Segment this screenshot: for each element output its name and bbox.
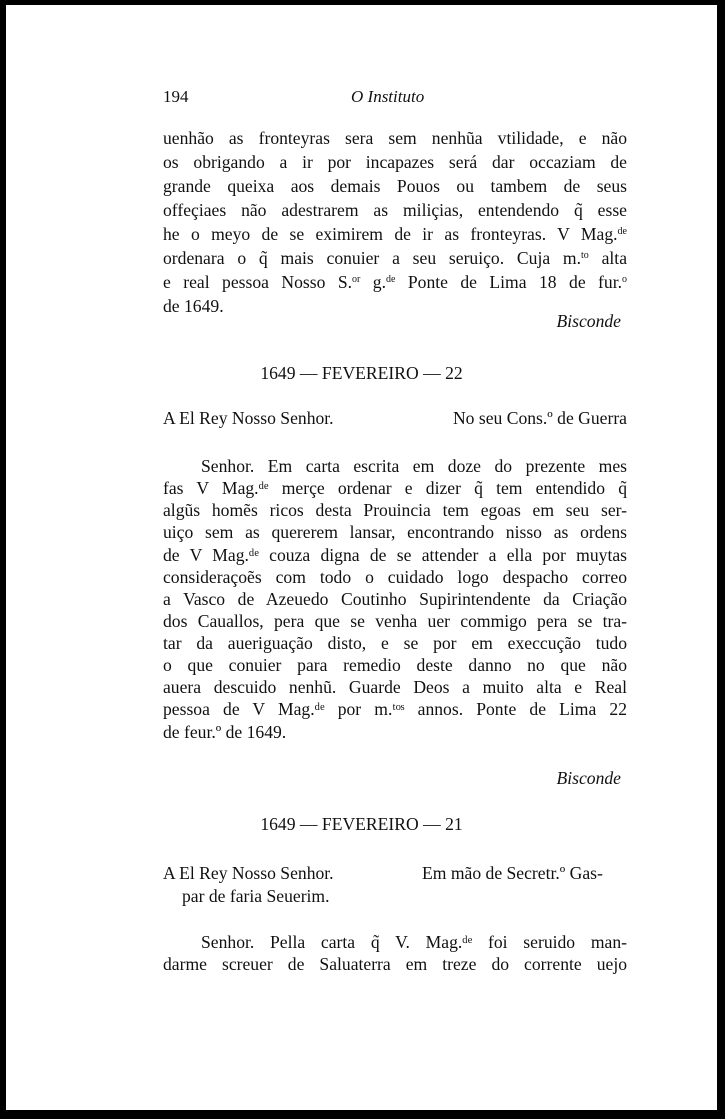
destination-continued: par de faria Seuerim.	[182, 886, 330, 906]
text-segment: ordenara o q̃ mais conuier a seu seruiço. Cuja m.	[163, 248, 582, 268]
superscript: o	[622, 274, 628, 285]
text-segment: Ponte de Lima 18 de fur.	[395, 272, 623, 292]
text-line: darme screuer de Saluaterra em treze do corrente uejo	[163, 954, 627, 974]
text-line	[163, 223, 627, 245]
text-line	[163, 271, 627, 293]
addressee: A El Rey Nosso Senhor.	[163, 408, 334, 428]
signature: Bisconde	[556, 768, 621, 788]
text-line: grande queixa aos demais Pouos ou tambem de seus	[163, 176, 627, 196]
text-line: de feur.º de 1649.	[163, 722, 287, 742]
superscript: de	[617, 226, 627, 237]
text-line	[163, 247, 627, 269]
text-segment: e real pessoa Nosso S.	[163, 272, 352, 292]
text-line: de V Mag.ᵈᵉ couza digna de se attender a ella por muytas	[163, 545, 627, 565]
text-line: o que conuier para remedio deste danno no que não	[163, 655, 627, 675]
text-line: uenhão as fronteyras sera sem nenhũa vtilidade, e não	[163, 128, 627, 148]
text-line: consideraçoẽs com todo o cuidado logo despacho correo	[163, 567, 627, 587]
text-segment: he o meyo de se eximirem de ir as fronteyras. V Mag.	[163, 224, 618, 244]
signature: Bisconde	[556, 311, 621, 331]
text-line: de 1649.	[163, 296, 224, 316]
text-line: uiço sem as quererem lansar, encontrando nisso as ordens	[163, 522, 627, 542]
letter-heading: 1649 — FEVEREIRO — 22	[260, 363, 463, 383]
addressee: A El Rey Nosso Senhor.	[163, 863, 334, 883]
text-line: tar da aueriguação disto, e se por em execcução tudo	[163, 633, 627, 653]
text-line: os obrigando a ir por incapazes será dar occaziam de	[163, 152, 627, 172]
destination: Em mão de Secretr.º Gas-	[422, 863, 603, 883]
text-line: pessoa de V Mag.ᵈᵉ por m.ᵗᵒˢ annos. Ponte de Lima 22	[163, 699, 627, 719]
superscript: or	[352, 274, 361, 285]
text-line: Senhor. Em carta escrita em doze do prezente mes	[201, 456, 627, 476]
text-line: auera descuido nenhũ. Guarde Deos a muito alta e Real	[163, 677, 627, 697]
text-line: a Vasco de Azeuedo Coutinho Supirintendente da Criação	[163, 589, 627, 609]
letter-heading: 1649 — FEVEREIRO — 21	[260, 814, 463, 834]
text-line: offeçiaes não adestrarem as miliçias, entendendo q̃ esse	[163, 200, 627, 220]
text-line: Senhor. Pella carta q̃ V. Mag.ᵈᵉ foi seruido man-	[201, 932, 627, 952]
text-line: algũs homẽs ricos desta Prouincia tem egoas em seu ser-	[163, 500, 627, 520]
superscript: to	[581, 250, 589, 261]
text-line: fas V Mag.ᵈᵉ merçe ordenar e dizer q̃ tem entendido q̃	[163, 478, 627, 498]
superscript: de	[385, 274, 396, 285]
destination: No seu Cons.º de Guerra	[452, 408, 627, 428]
document-page	[6, 5, 717, 1110]
text-segment: alta	[588, 248, 627, 268]
running-title: O Instituto	[351, 87, 425, 106]
text-segment: g.	[360, 272, 386, 292]
page-number: 194	[163, 87, 189, 106]
text-line: dos Cauallos, pera que se venha uer commigo pera se tra-	[163, 611, 627, 631]
